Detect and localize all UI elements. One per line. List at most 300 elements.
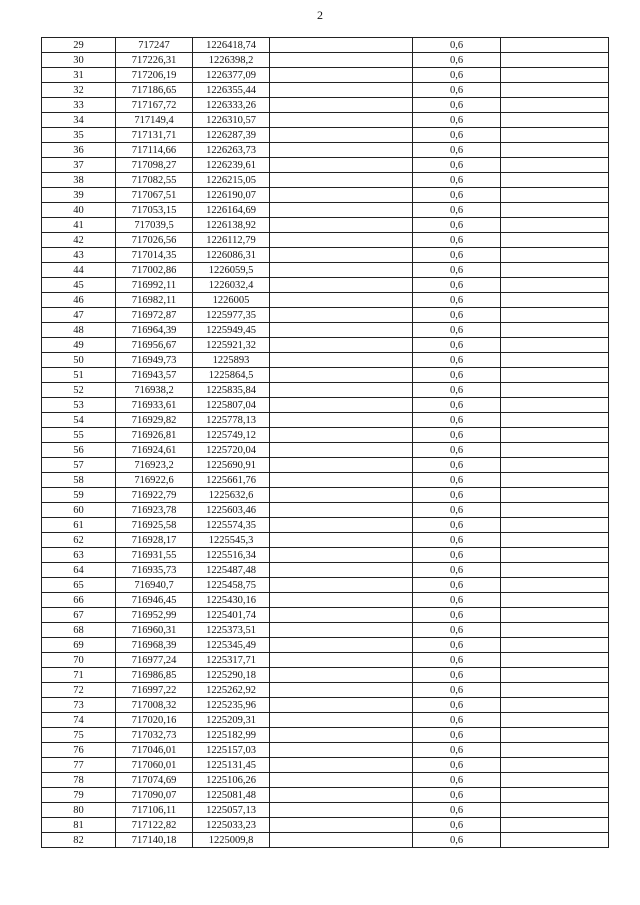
coordinates-table <box>41 37 609 848</box>
y-coordinate-cell: 1226112,79 <box>193 233 270 248</box>
y-coordinate-cell: 1225290,18 <box>193 668 270 683</box>
point-number-cell: 76 <box>42 743 116 758</box>
value-cell: 0,6 <box>413 278 501 293</box>
value-cell: 0,6 <box>413 608 501 623</box>
x-coordinate-cell: 716933,61 <box>116 398 193 413</box>
value-cell: 0,6 <box>413 293 501 308</box>
x-coordinate-cell: 716960,31 <box>116 623 193 638</box>
x-coordinate-cell: 716992,11 <box>116 278 193 293</box>
y-coordinate-cell: 1225430,16 <box>193 593 270 608</box>
blank-cell <box>270 548 413 563</box>
blank-cell <box>270 398 413 413</box>
value-cell: 0,6 <box>413 83 501 98</box>
blank-end-cell <box>501 398 609 413</box>
table-row <box>42 653 609 668</box>
x-coordinate-cell: 716928,17 <box>116 533 193 548</box>
value-cell: 0,6 <box>413 38 501 53</box>
y-coordinate-cell: 1226355,44 <box>193 83 270 98</box>
x-coordinate-cell: 716922,79 <box>116 488 193 503</box>
table-row <box>42 818 609 833</box>
y-coordinate-cell: 1225157,03 <box>193 743 270 758</box>
point-number-cell: 72 <box>42 683 116 698</box>
value-cell: 0,6 <box>413 668 501 683</box>
table-row <box>42 263 609 278</box>
blank-cell <box>270 83 413 98</box>
blank-end-cell <box>501 113 609 128</box>
table-row <box>42 698 609 713</box>
value-cell: 0,6 <box>413 503 501 518</box>
blank-end-cell <box>501 788 609 803</box>
blank-end-cell <box>501 278 609 293</box>
point-number-cell: 57 <box>42 458 116 473</box>
y-coordinate-cell: 1226310,57 <box>193 113 270 128</box>
blank-end-cell <box>501 458 609 473</box>
y-coordinate-cell: 1225921,32 <box>193 338 270 353</box>
table-row <box>42 758 609 773</box>
x-coordinate-cell: 717167,72 <box>116 98 193 113</box>
value-cell: 0,6 <box>413 623 501 638</box>
table-row <box>42 743 609 758</box>
blank-cell <box>270 248 413 263</box>
point-number-cell: 73 <box>42 698 116 713</box>
point-number-cell: 64 <box>42 563 116 578</box>
value-cell: 0,6 <box>413 323 501 338</box>
value-cell: 0,6 <box>413 68 501 83</box>
value-cell: 0,6 <box>413 398 501 413</box>
x-coordinate-cell: 716931,55 <box>116 548 193 563</box>
point-number-cell: 75 <box>42 728 116 743</box>
point-number-cell: 79 <box>42 788 116 803</box>
y-coordinate-cell: 1225373,51 <box>193 623 270 638</box>
value-cell: 0,6 <box>413 218 501 233</box>
y-coordinate-cell: 1225317,71 <box>193 653 270 668</box>
blank-cell <box>270 218 413 233</box>
x-coordinate-cell: 717122,82 <box>116 818 193 833</box>
blank-cell <box>270 98 413 113</box>
y-coordinate-cell: 1226263,73 <box>193 143 270 158</box>
y-coordinate-cell: 1225057,13 <box>193 803 270 818</box>
blank-cell <box>270 203 413 218</box>
blank-cell <box>270 563 413 578</box>
value-cell: 0,6 <box>413 143 501 158</box>
table-row <box>42 728 609 743</box>
blank-cell <box>270 533 413 548</box>
blank-cell <box>270 743 413 758</box>
value-cell: 0,6 <box>413 188 501 203</box>
value-cell: 0,6 <box>413 353 501 368</box>
x-coordinate-cell: 717060,01 <box>116 758 193 773</box>
blank-end-cell <box>501 548 609 563</box>
value-cell: 0,6 <box>413 413 501 428</box>
point-number-cell: 30 <box>42 53 116 68</box>
point-number-cell: 37 <box>42 158 116 173</box>
value-cell: 0,6 <box>413 368 501 383</box>
x-coordinate-cell: 716929,82 <box>116 413 193 428</box>
table-row <box>42 473 609 488</box>
blank-cell <box>270 458 413 473</box>
table-row <box>42 413 609 428</box>
x-coordinate-cell: 717026,56 <box>116 233 193 248</box>
x-coordinate-cell: 716923,78 <box>116 503 193 518</box>
value-cell: 0,6 <box>413 263 501 278</box>
table-row <box>42 128 609 143</box>
point-number-cell: 61 <box>42 518 116 533</box>
blank-cell <box>270 68 413 83</box>
x-coordinate-cell: 717226,31 <box>116 53 193 68</box>
blank-end-cell <box>501 743 609 758</box>
y-coordinate-cell: 1226138,92 <box>193 218 270 233</box>
y-coordinate-cell: 1225864,5 <box>193 368 270 383</box>
table-row <box>42 803 609 818</box>
table-row <box>42 683 609 698</box>
y-coordinate-cell: 1225081,48 <box>193 788 270 803</box>
x-coordinate-cell: 717082,55 <box>116 173 193 188</box>
table-row <box>42 548 609 563</box>
value-cell: 0,6 <box>413 698 501 713</box>
x-coordinate-cell: 717039,5 <box>116 218 193 233</box>
x-coordinate-cell: 716964,39 <box>116 323 193 338</box>
table-row <box>42 188 609 203</box>
blank-cell <box>270 53 413 68</box>
table-row <box>42 233 609 248</box>
point-number-cell: 50 <box>42 353 116 368</box>
value-cell: 0,6 <box>413 128 501 143</box>
y-coordinate-cell: 1225401,74 <box>193 608 270 623</box>
y-coordinate-cell: 1225345,49 <box>193 638 270 653</box>
value-cell: 0,6 <box>413 773 501 788</box>
blank-end-cell <box>501 128 609 143</box>
blank-end-cell <box>501 728 609 743</box>
x-coordinate-cell: 716925,58 <box>116 518 193 533</box>
table-row <box>42 308 609 323</box>
x-coordinate-cell: 716926,81 <box>116 428 193 443</box>
blank-cell <box>270 698 413 713</box>
y-coordinate-cell: 1225603,46 <box>193 503 270 518</box>
blank-cell <box>270 308 413 323</box>
blank-cell <box>270 413 413 428</box>
y-coordinate-cell: 1225487,48 <box>193 563 270 578</box>
blank-end-cell <box>501 833 609 848</box>
blank-end-cell <box>501 518 609 533</box>
point-number-cell: 46 <box>42 293 116 308</box>
blank-cell <box>270 803 413 818</box>
y-coordinate-cell: 1225690,91 <box>193 458 270 473</box>
blank-end-cell <box>501 263 609 278</box>
page-number: 2 <box>317 8 323 22</box>
table-row <box>42 338 609 353</box>
y-coordinate-cell: 1225545,3 <box>193 533 270 548</box>
blank-cell <box>270 593 413 608</box>
y-coordinate-cell: 1226005 <box>193 293 270 308</box>
point-number-cell: 44 <box>42 263 116 278</box>
table-row <box>42 623 609 638</box>
x-coordinate-cell: 717247 <box>116 38 193 53</box>
table-row <box>42 368 609 383</box>
point-number-cell: 48 <box>42 323 116 338</box>
point-number-cell: 29 <box>42 38 116 53</box>
point-number-cell: 51 <box>42 368 116 383</box>
blank-cell <box>270 713 413 728</box>
blank-end-cell <box>501 503 609 518</box>
blank-end-cell <box>501 818 609 833</box>
x-coordinate-cell: 716935,73 <box>116 563 193 578</box>
y-coordinate-cell: 1226059,5 <box>193 263 270 278</box>
value-cell: 0,6 <box>413 443 501 458</box>
table-row <box>42 218 609 233</box>
table-row <box>42 668 609 683</box>
y-coordinate-cell: 1225009,8 <box>193 833 270 848</box>
y-coordinate-cell: 1226287,39 <box>193 128 270 143</box>
y-coordinate-cell: 1225262,92 <box>193 683 270 698</box>
blank-end-cell <box>501 383 609 398</box>
table-row <box>42 113 609 128</box>
blank-end-cell <box>501 248 609 263</box>
point-number-cell: 69 <box>42 638 116 653</box>
point-number-cell: 58 <box>42 473 116 488</box>
blank-cell <box>270 758 413 773</box>
table-row <box>42 83 609 98</box>
blank-cell <box>270 473 413 488</box>
value-cell: 0,6 <box>413 578 501 593</box>
value-cell: 0,6 <box>413 803 501 818</box>
point-number-cell: 40 <box>42 203 116 218</box>
blank-end-cell <box>501 83 609 98</box>
table-row <box>42 203 609 218</box>
y-coordinate-cell: 1226164,69 <box>193 203 270 218</box>
blank-cell <box>270 278 413 293</box>
blank-cell <box>270 638 413 653</box>
table-row <box>42 578 609 593</box>
blank-end-cell <box>501 488 609 503</box>
point-number-cell: 42 <box>42 233 116 248</box>
table-row <box>42 38 609 53</box>
coordinates-table-body <box>42 38 609 848</box>
value-cell: 0,6 <box>413 488 501 503</box>
blank-cell <box>270 113 413 128</box>
point-number-cell: 38 <box>42 173 116 188</box>
table-row <box>42 608 609 623</box>
blank-end-cell <box>501 413 609 428</box>
blank-end-cell <box>501 593 609 608</box>
point-number-cell: 35 <box>42 128 116 143</box>
x-coordinate-cell: 717140,18 <box>116 833 193 848</box>
y-coordinate-cell: 1225720,04 <box>193 443 270 458</box>
point-number-cell: 54 <box>42 413 116 428</box>
x-coordinate-cell: 717090,07 <box>116 788 193 803</box>
point-number-cell: 45 <box>42 278 116 293</box>
point-number-cell: 65 <box>42 578 116 593</box>
blank-cell <box>270 338 413 353</box>
point-number-cell: 67 <box>42 608 116 623</box>
x-coordinate-cell: 716940,7 <box>116 578 193 593</box>
value-cell: 0,6 <box>413 758 501 773</box>
table-row <box>42 458 609 473</box>
point-number-cell: 49 <box>42 338 116 353</box>
y-coordinate-cell: 1225182,99 <box>193 728 270 743</box>
x-coordinate-cell: 717074,69 <box>116 773 193 788</box>
value-cell: 0,6 <box>413 428 501 443</box>
blank-cell <box>270 323 413 338</box>
table-row <box>42 593 609 608</box>
blank-cell <box>270 833 413 848</box>
value-cell: 0,6 <box>413 518 501 533</box>
value-cell: 0,6 <box>413 338 501 353</box>
y-coordinate-cell: 1225977,35 <box>193 308 270 323</box>
value-cell: 0,6 <box>413 98 501 113</box>
x-coordinate-cell: 716952,99 <box>116 608 193 623</box>
blank-cell <box>270 488 413 503</box>
blank-cell <box>270 143 413 158</box>
table-row <box>42 773 609 788</box>
blank-end-cell <box>501 533 609 548</box>
x-coordinate-cell: 716977,24 <box>116 653 193 668</box>
value-cell: 0,6 <box>413 833 501 848</box>
blank-end-cell <box>501 443 609 458</box>
blank-cell <box>270 773 413 788</box>
point-number-cell: 70 <box>42 653 116 668</box>
table-row <box>42 158 609 173</box>
x-coordinate-cell: 717002,86 <box>116 263 193 278</box>
blank-cell <box>270 263 413 278</box>
x-coordinate-cell: 717186,65 <box>116 83 193 98</box>
x-coordinate-cell: 717067,51 <box>116 188 193 203</box>
point-number-cell: 52 <box>42 383 116 398</box>
value-cell: 0,6 <box>413 593 501 608</box>
point-number-cell: 31 <box>42 68 116 83</box>
y-coordinate-cell: 1225778,13 <box>193 413 270 428</box>
value-cell: 0,6 <box>413 308 501 323</box>
x-coordinate-cell: 717206,19 <box>116 68 193 83</box>
blank-cell <box>270 683 413 698</box>
table-row <box>42 833 609 848</box>
value-cell: 0,6 <box>413 653 501 668</box>
blank-end-cell <box>501 773 609 788</box>
value-cell: 0,6 <box>413 383 501 398</box>
point-number-cell: 71 <box>42 668 116 683</box>
y-coordinate-cell: 1225106,26 <box>193 773 270 788</box>
x-coordinate-cell: 717046,01 <box>116 743 193 758</box>
blank-cell <box>270 368 413 383</box>
point-number-cell: 74 <box>42 713 116 728</box>
y-coordinate-cell: 1226239,61 <box>193 158 270 173</box>
blank-cell <box>270 128 413 143</box>
table-row <box>42 68 609 83</box>
point-number-cell: 78 <box>42 773 116 788</box>
table-row <box>42 293 609 308</box>
table-row <box>42 53 609 68</box>
x-coordinate-cell: 717114,66 <box>116 143 193 158</box>
y-coordinate-cell: 1225893 <box>193 353 270 368</box>
point-number-cell: 66 <box>42 593 116 608</box>
x-coordinate-cell: 717032,73 <box>116 728 193 743</box>
y-coordinate-cell: 1225661,76 <box>193 473 270 488</box>
blank-end-cell <box>501 758 609 773</box>
x-coordinate-cell: 716997,22 <box>116 683 193 698</box>
y-coordinate-cell: 1226398,2 <box>193 53 270 68</box>
point-number-cell: 32 <box>42 83 116 98</box>
blank-end-cell <box>501 143 609 158</box>
table-row <box>42 428 609 443</box>
blank-end-cell <box>501 338 609 353</box>
point-number-cell: 33 <box>42 98 116 113</box>
blank-cell <box>270 653 413 668</box>
blank-cell <box>270 353 413 368</box>
blank-cell <box>270 668 413 683</box>
x-coordinate-cell: 717020,16 <box>116 713 193 728</box>
blank-end-cell <box>501 218 609 233</box>
point-number-cell: 80 <box>42 803 116 818</box>
y-coordinate-cell: 1225131,45 <box>193 758 270 773</box>
point-number-cell: 47 <box>42 308 116 323</box>
table-row <box>42 383 609 398</box>
value-cell: 0,6 <box>413 53 501 68</box>
y-coordinate-cell: 1225516,34 <box>193 548 270 563</box>
blank-cell <box>270 818 413 833</box>
blank-end-cell <box>501 638 609 653</box>
blank-end-cell <box>501 803 609 818</box>
point-number-cell: 55 <box>42 428 116 443</box>
point-number-cell: 34 <box>42 113 116 128</box>
blank-end-cell <box>501 428 609 443</box>
blank-end-cell <box>501 698 609 713</box>
x-coordinate-cell: 716949,73 <box>116 353 193 368</box>
y-coordinate-cell: 1225033,23 <box>193 818 270 833</box>
value-cell: 0,6 <box>413 818 501 833</box>
x-coordinate-cell: 716922,6 <box>116 473 193 488</box>
blank-end-cell <box>501 578 609 593</box>
value-cell: 0,6 <box>413 728 501 743</box>
y-coordinate-cell: 1226215,05 <box>193 173 270 188</box>
blank-cell <box>270 518 413 533</box>
point-number-cell: 60 <box>42 503 116 518</box>
x-coordinate-cell: 716972,87 <box>116 308 193 323</box>
blank-end-cell <box>501 653 609 668</box>
x-coordinate-cell: 717106,11 <box>116 803 193 818</box>
blank-end-cell <box>501 173 609 188</box>
y-coordinate-cell: 1225209,31 <box>193 713 270 728</box>
blank-cell <box>270 173 413 188</box>
point-number-cell: 62 <box>42 533 116 548</box>
x-coordinate-cell: 716938,2 <box>116 383 193 398</box>
value-cell: 0,6 <box>413 473 501 488</box>
y-coordinate-cell: 1225458,75 <box>193 578 270 593</box>
x-coordinate-cell: 716943,57 <box>116 368 193 383</box>
value-cell: 0,6 <box>413 203 501 218</box>
y-coordinate-cell: 1226418,74 <box>193 38 270 53</box>
blank-end-cell <box>501 608 609 623</box>
blank-end-cell <box>501 683 609 698</box>
value-cell: 0,6 <box>413 788 501 803</box>
blank-end-cell <box>501 353 609 368</box>
x-coordinate-cell: 717014,35 <box>116 248 193 263</box>
blank-end-cell <box>501 668 609 683</box>
x-coordinate-cell: 716968,39 <box>116 638 193 653</box>
point-number-cell: 63 <box>42 548 116 563</box>
table-row <box>42 398 609 413</box>
x-coordinate-cell: 716956,67 <box>116 338 193 353</box>
blank-cell <box>270 233 413 248</box>
table-row <box>42 563 609 578</box>
table-row <box>42 638 609 653</box>
point-number-cell: 56 <box>42 443 116 458</box>
value-cell: 0,6 <box>413 713 501 728</box>
blank-cell <box>270 38 413 53</box>
value-cell: 0,6 <box>413 533 501 548</box>
table-row <box>42 98 609 113</box>
blank-cell <box>270 443 413 458</box>
x-coordinate-cell: 716982,11 <box>116 293 193 308</box>
value-cell: 0,6 <box>413 113 501 128</box>
